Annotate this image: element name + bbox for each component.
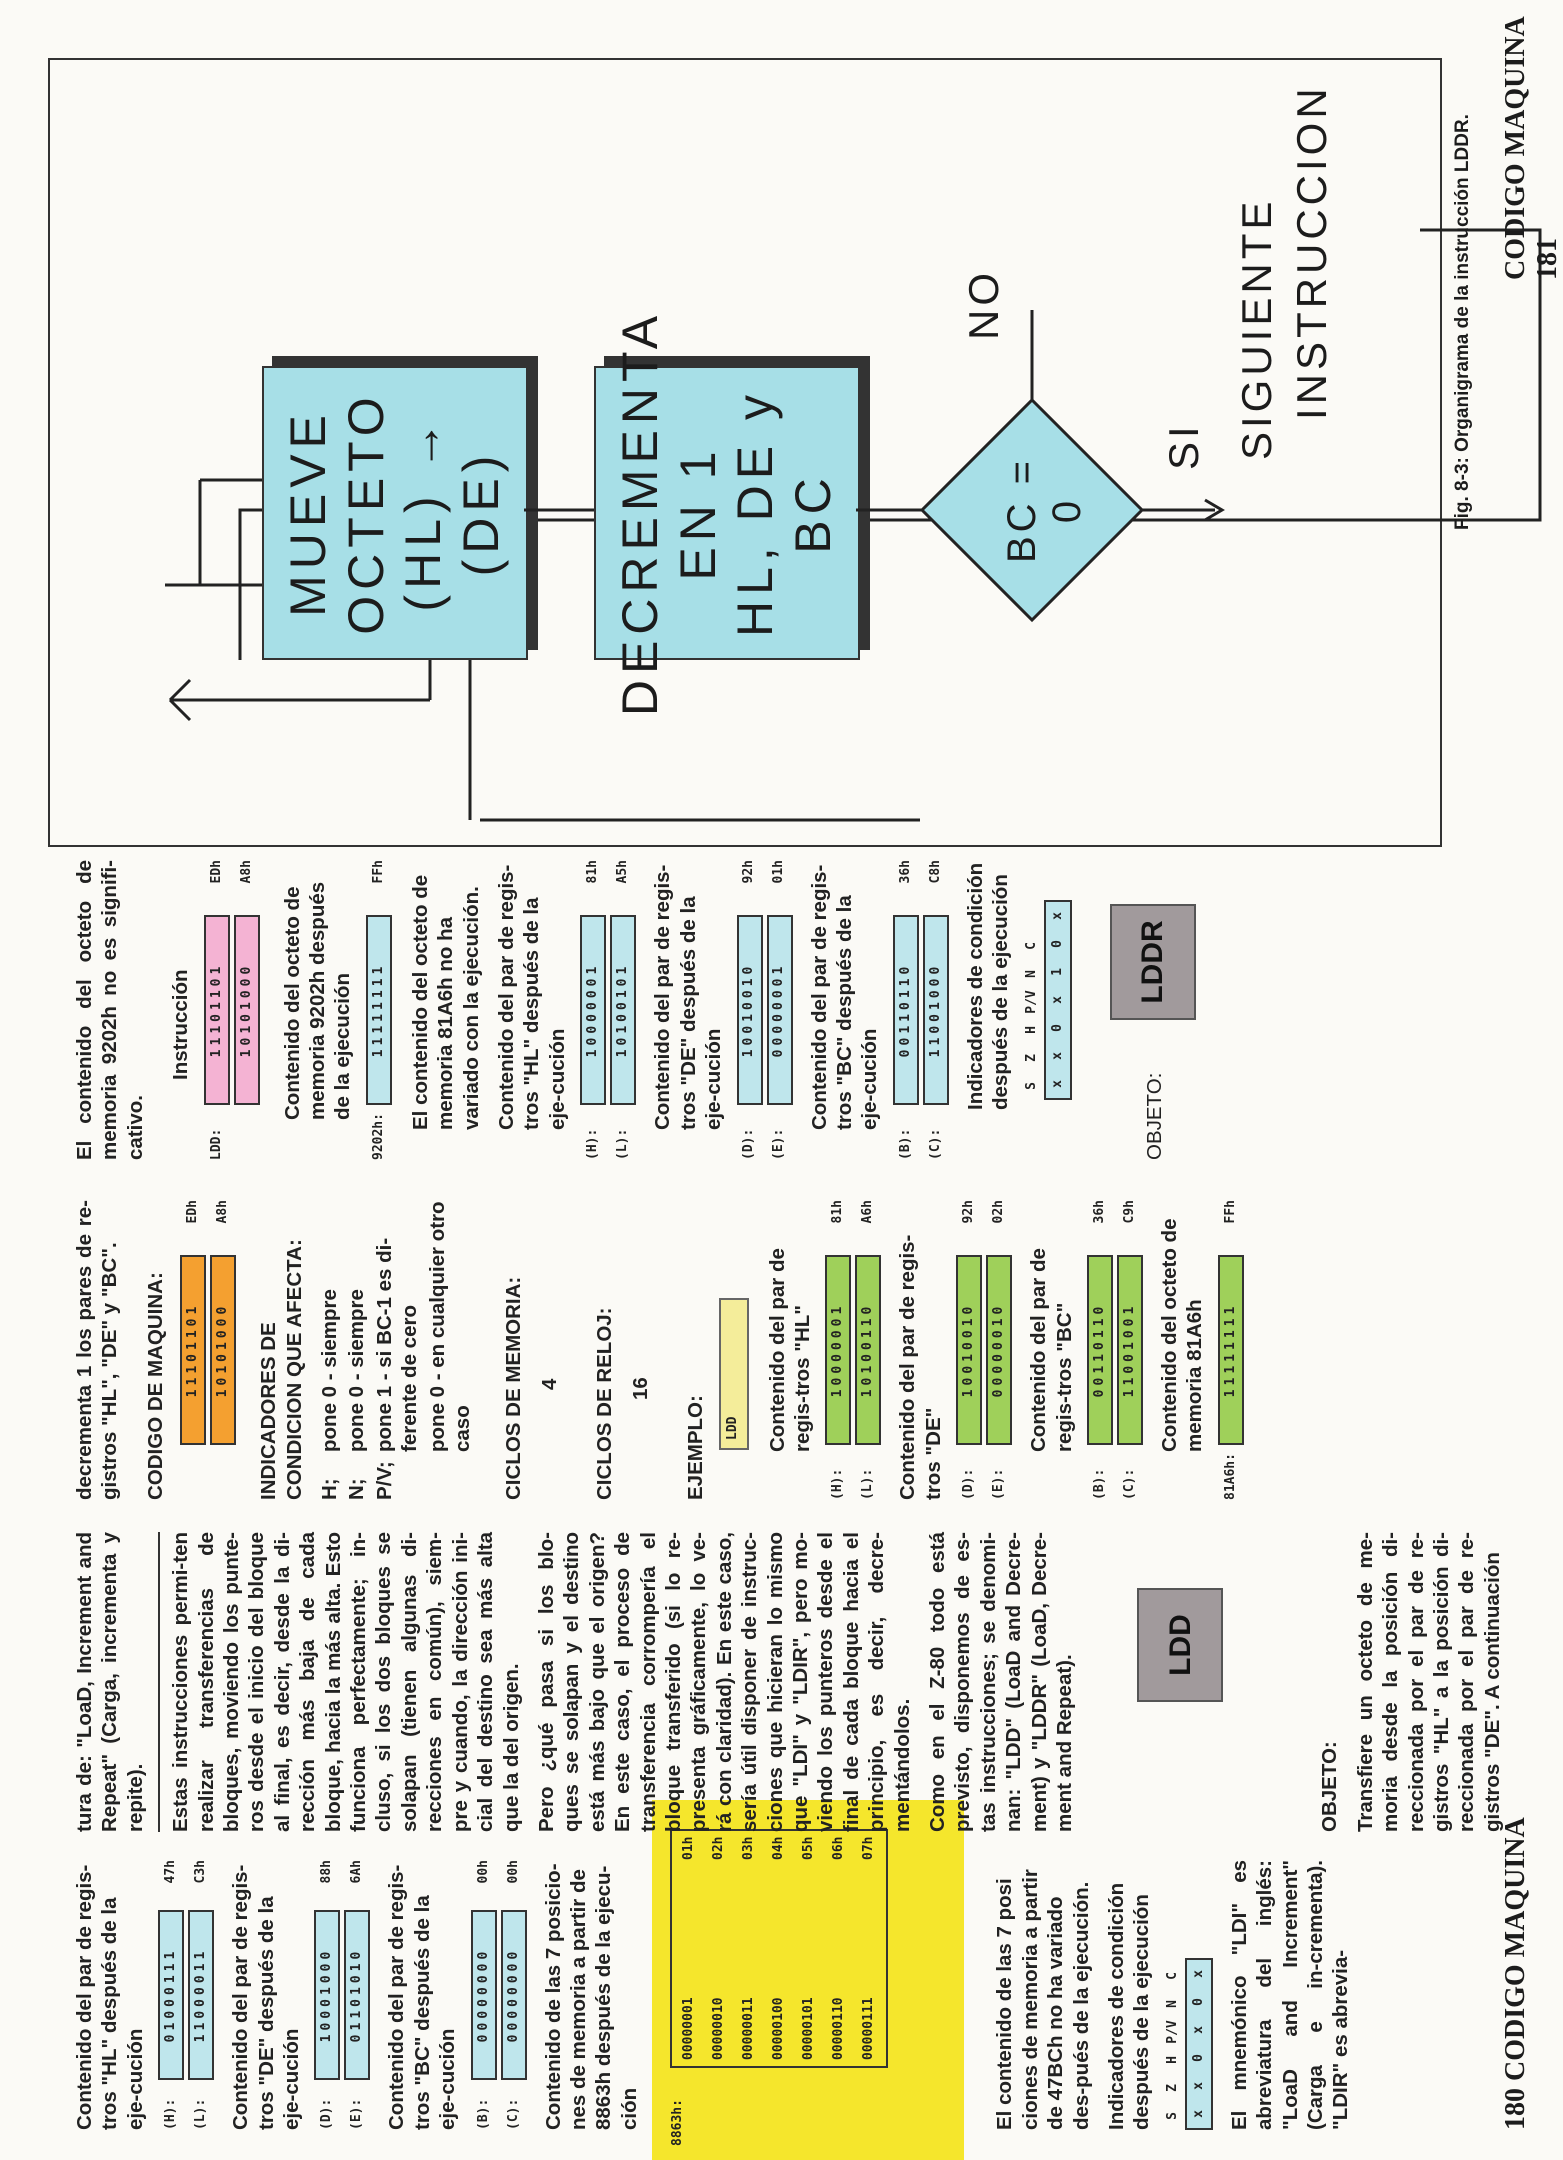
flag-value: 1 — [1049, 968, 1065, 976]
register-label: (L): — [193, 2098, 209, 2130]
register-label: (C): — [505, 2098, 521, 2130]
box1-line2: OCTETO — [337, 391, 394, 635]
register-bits: 10010010 — [737, 915, 763, 1104]
register-bits: 00000010 — [986, 1255, 1012, 1444]
ind-title: INDICADORES DE CONDICION QUE AFECTA: — [257, 1239, 306, 1500]
de-after-intro: Contenido del par de regis-tros "DE" después de la eje-cución — [229, 1864, 304, 2130]
register-hex: 92h — [961, 1200, 977, 1224]
indicator-desc: pone 1 - si BC-1 es di-ferente de cero — [372, 1237, 422, 1452]
instr-title: Instrucción — [169, 969, 193, 1080]
figure-caption: Fig. 8-3: Organigrama de la instrucción LDDR. — [1452, 114, 1473, 530]
register-label: (H): — [830, 1468, 846, 1500]
ciclos-mem-val: 4 — [537, 1378, 561, 1390]
register-bits: 11001001 — [1117, 1255, 1143, 1444]
register-hex: 92h — [741, 860, 757, 884]
flag-value: x — [1049, 996, 1065, 1004]
memory-bits: 00000001 — [681, 1997, 697, 2060]
register-label: (B): — [897, 1128, 913, 1160]
flag-name: S — [1023, 1082, 1039, 1090]
memory-bits: 00000100 — [771, 1997, 787, 2060]
register-hex: 00h — [505, 1860, 521, 1884]
flags-intro: Indicadores de condición después de la ejecución — [1104, 1882, 1154, 2130]
memory-bits: 00000110 — [831, 1997, 847, 2060]
flag-name: H — [1023, 1026, 1039, 1034]
col2-p1: Estas instrucciones permi-ten realizar transferencias de bloques, moviendo los punte-ros desde el inicio del bloque al final, es decir, desde la di-rección más baja de cada bloque, hacia la más alta. Esto funciona perfectamente; in-cluso, si los dos bloques se solapan (tienen algunas di-recciones en común), siem-pre y cuando, la dirección ini-cial del destino sea más alta que la del origen. — [169, 1532, 523, 1832]
flag-value: 0 — [1049, 940, 1065, 948]
indicator-desc: pone 0 - siempre — [345, 1289, 369, 1452]
register-hex: 81h — [585, 860, 601, 884]
flag-value: 0 — [1190, 2054, 1206, 2062]
hl-intro: Contenido del par de regis-tros "HL" — [765, 1248, 814, 1452]
register-hex: 6Ah — [349, 1860, 365, 1884]
register-bits: 10100101 — [610, 915, 636, 1104]
register-bits: 00000000 — [471, 1910, 497, 2081]
register-hex: 88h — [319, 1860, 335, 1884]
code-bits: 10101000 — [234, 915, 260, 1104]
flag-name: N — [1164, 2000, 1180, 2008]
flag-value: x — [1190, 1970, 1206, 1978]
flag-value: 0 — [1190, 1998, 1206, 2006]
flag-name: Z — [1164, 2084, 1180, 2092]
register-hex: C3h — [193, 1860, 209, 1884]
footer-right: CODIGO MAQUINA 181 — [1500, 17, 1563, 280]
code-bits: 11101101 — [204, 915, 230, 1104]
mem-intro: Contenido de las 7 posicio-nes de memoria a partir de 8863h después de la ejecu-ción — [541, 1863, 641, 2130]
bc-intro: Contenido del par de regis-tros "BC" — [1027, 1248, 1076, 1452]
code-hex: A8h — [238, 860, 254, 884]
memory-hex: 03h — [741, 1836, 757, 1860]
col4-p1: El contenido del octeto de memoria 9202h no es signifi-cativo. — [73, 860, 147, 1160]
register-hex: 00h — [475, 1860, 491, 1884]
ejemplo-box: LDD — [719, 1298, 749, 1450]
box2-line3: HL, DE y BC — [727, 388, 841, 638]
register-label: 81A6h: — [1222, 1453, 1238, 1500]
register-hex: 36h — [897, 860, 913, 884]
register-label: (E): — [991, 1468, 1007, 1500]
register-bits: 10001000 — [314, 1910, 340, 2081]
register-bits: 11111111 — [366, 915, 392, 1104]
code-hex: EDh — [208, 860, 224, 884]
register-label: (H): — [163, 2098, 179, 2130]
objeto-label: OBJETO: — [1318, 1741, 1342, 1832]
next-line2: INSTRUCCION — [1287, 84, 1335, 420]
lddr-label: LDDR — [1110, 904, 1196, 1020]
box2-line2: EN 1 — [669, 445, 726, 581]
flag-name: P/V — [1164, 2020, 1180, 2044]
ciclos-reloj: CICLOS DE RELOJ: — [593, 1307, 617, 1500]
register-bits: 01000111 — [158, 1910, 184, 2081]
register-hex: C8h — [927, 860, 943, 884]
memory-bits: 00000111 — [861, 1997, 877, 2060]
register-label: (B): — [1091, 1468, 1107, 1500]
flag-value: x — [1049, 912, 1065, 920]
register-label: (H): — [585, 1128, 601, 1160]
memory-hex: 07h — [861, 1836, 877, 1860]
box1-line1: MUEVE — [280, 409, 336, 617]
flag-value: x — [1049, 1080, 1065, 1088]
codigo-title: CODIGO DE MAQUINA: — [143, 1272, 167, 1500]
memory-bits: 00000010 — [711, 1997, 727, 2060]
register-label: (C): — [927, 1128, 943, 1160]
register-label: (D): — [319, 2098, 335, 2130]
memory-bits: 00000011 — [741, 1997, 757, 2060]
code-label: LDD: — [208, 1128, 224, 1160]
no-label: NO — [960, 269, 1007, 340]
footer-left: 180 CODIGO MAQUINA — [1500, 1817, 1531, 2130]
register-bits: 10100110 — [855, 1255, 881, 1444]
hl-after-intro: Contenido del par de regis-tros "HL" después de la eje-cución — [73, 1864, 147, 2130]
unchanged-note: El contenido de las 7 posi ciones de memoria a partir de 47BCh no ha variado des-pués de la ejecución. — [993, 1869, 1093, 2130]
bc-intro: Contenido del par de regis-tros "BC" después de la eje-cución — [807, 864, 882, 1130]
code-bits: 10101000 — [210, 1255, 236, 1444]
box1-line3: (HL) → (DE) — [395, 414, 509, 612]
after-intro: Contenido del octeto de memoria 9202h después de la ejecución — [280, 881, 355, 1120]
register-bits: 10010010 — [956, 1255, 982, 1444]
memory-bits: 00000101 — [801, 1997, 817, 2060]
ldd-label: LDD — [1137, 1588, 1223, 1702]
flag-name: Z — [1023, 1054, 1039, 1062]
col2-p2: Pero ¿qué pasa si los blo-ques se solapan y el destino está más bajo que el origen? En este caso, el proceso de transferencia corrompería el bloque transferido (si lo re-presenta gráficamente, lo ve-rá con claridad). En este caso, sería útil disponer de instruc-ciones que hicieran lo mismo que "LDI" y "LDIR", pero mo-viendo los punteros desde el final de cada bloque hacia el principio, es decir, decre-mentándolos. — [534, 1532, 914, 1832]
register-label: (D): — [741, 1128, 757, 1160]
next-line1: SIGUIENTE — [1233, 197, 1280, 460]
register-bits: 00000001 — [767, 915, 793, 1104]
flag-name: S — [1164, 2112, 1180, 2120]
flag-value: x — [1190, 2110, 1206, 2118]
register-label: (L): — [615, 1128, 631, 1160]
register-bits: 00110110 — [1087, 1255, 1113, 1444]
register-hex: C9h — [1121, 1200, 1137, 1224]
register-label: (E): — [771, 1128, 787, 1160]
flag-name: C — [1023, 942, 1039, 950]
flag-value: 0 — [1049, 1024, 1065, 1032]
register-label: 9202h: — [370, 1113, 386, 1160]
indicator-flag: P/V; — [372, 1461, 396, 1500]
register-bits: 11111111 — [1218, 1255, 1244, 1444]
flag-name: N — [1023, 970, 1039, 978]
indicator-desc: pone 0 - siempre — [318, 1289, 342, 1452]
box2-line1: DECREMENTA — [612, 309, 668, 717]
memory-hex: 02h — [711, 1836, 727, 1860]
mnemonic-text: El mnemónico "LDI" es abreviatura del inglés: "LoaD and Increment" (Carga e in-crementa). "LDIR" es abrevia- — [1227, 1860, 1353, 2130]
flags-intro: Indicadores de condición después de la ejecución — [963, 862, 1013, 1110]
register-hex: A5h — [615, 860, 631, 884]
indicator-flag: N; — [345, 1478, 369, 1500]
flag-value: x — [1190, 2026, 1206, 2034]
flag-name: P/V — [1023, 990, 1039, 1014]
flag-value: x — [1049, 1052, 1065, 1060]
next-instruction — [1230, 84, 1339, 460]
si-label: SI — [1160, 422, 1207, 470]
ciclos-reloj-val: 16 — [628, 1377, 652, 1400]
register-label: (D): — [961, 1468, 977, 1500]
register-label: (L): — [860, 1468, 876, 1500]
memory-address-label: 8863h: — [670, 2099, 686, 2146]
ejemplo-label: EJEMPLO: — [684, 1395, 708, 1500]
register-label: (C): — [1121, 1468, 1137, 1500]
register-bits: 10000001 — [825, 1255, 851, 1444]
register-hex: 81h — [830, 1200, 846, 1224]
code-hex: EDh — [185, 1200, 201, 1224]
bc-after-intro: Contenido del par de regis-tros "BC" después de la eje-cución — [385, 1864, 460, 2130]
col2-cont: tura de: "LoaD, Increment and Repeat" (Carga, incrementa y repite). — [73, 1532, 147, 1832]
memory-hex: 04h — [771, 1836, 787, 1860]
register-hex: 02h — [991, 1200, 1007, 1224]
register-label: (E): — [349, 2098, 365, 2130]
memory-hex: 06h — [831, 1836, 847, 1860]
hl-intro: Contenido del par de regis-tros "HL" después de la eje-cución — [495, 864, 569, 1130]
register-hex: FFh — [370, 860, 386, 884]
flag-name: C — [1164, 1972, 1180, 1980]
flag-value: x — [1190, 2082, 1206, 2090]
col2-p3: Como en el Z-80 todo está previsto, disponemos de es-tas instrucciones; se denomi-nan: "LDD" (LoaD and Decre-ment) y "LDDR" (LoaD, Decre-ment and Repeat). — [926, 1532, 1077, 1832]
memory-hex: 01h — [681, 1836, 697, 1860]
register-hex: 36h — [1091, 1200, 1107, 1224]
code-hex: A8h — [215, 1200, 231, 1224]
register-hex: 01h — [771, 860, 787, 884]
col3-cont: decrementa 1 los pares de re-gistros "HL", "DE" y "BC". — [73, 1200, 122, 1500]
register-bits: 00000000 — [501, 1910, 527, 2081]
register-bits: 11000011 — [188, 1910, 214, 2081]
flag-name: H — [1164, 2056, 1180, 2064]
indicator-flag: H; — [318, 1478, 342, 1500]
unchanged-note: El contenido del octeto de memoria 81A6h no ha variado con la ejecución. — [408, 874, 483, 1130]
register-hex: 47h — [163, 1860, 179, 1884]
indicator-desc: pone 0 - en cualquier otro caso — [425, 1201, 475, 1452]
register-hex: A6h — [860, 1200, 876, 1224]
objeto-label: OBJETO: — [1142, 1072, 1166, 1160]
memory-hex: 05h — [801, 1836, 817, 1860]
de-intro: Contenido del par de regis-tros "DE" después de la eje-cución — [651, 864, 726, 1130]
register-hex: FFh — [1222, 1200, 1238, 1224]
register-bits: 00110110 — [893, 915, 919, 1104]
register-bits: 01101010 — [344, 1910, 370, 2081]
decision-label: BC = 0 — [1000, 456, 1089, 564]
objeto-text: Transfiere un octeto de me-moria desde la posición di-reccionada por el par de re-gistros "HL" a la posición di-reccionada por el par de re-gistros "DE". A continuación — [1353, 1532, 1504, 1832]
register-label: (B): — [475, 2098, 491, 2130]
register-bits: 11001000 — [923, 915, 949, 1104]
ciclos-mem: CICLOS DE MEMORIA: — [502, 1276, 526, 1500]
code-bits: 11101101 — [180, 1255, 206, 1444]
de-intro: Contenido del par de regis-tros "DE" — [896, 1234, 945, 1500]
mem-intro: Contenido del octeto de memoria 81A6h — [1157, 1218, 1207, 1452]
register-bits: 10000001 — [580, 915, 606, 1104]
